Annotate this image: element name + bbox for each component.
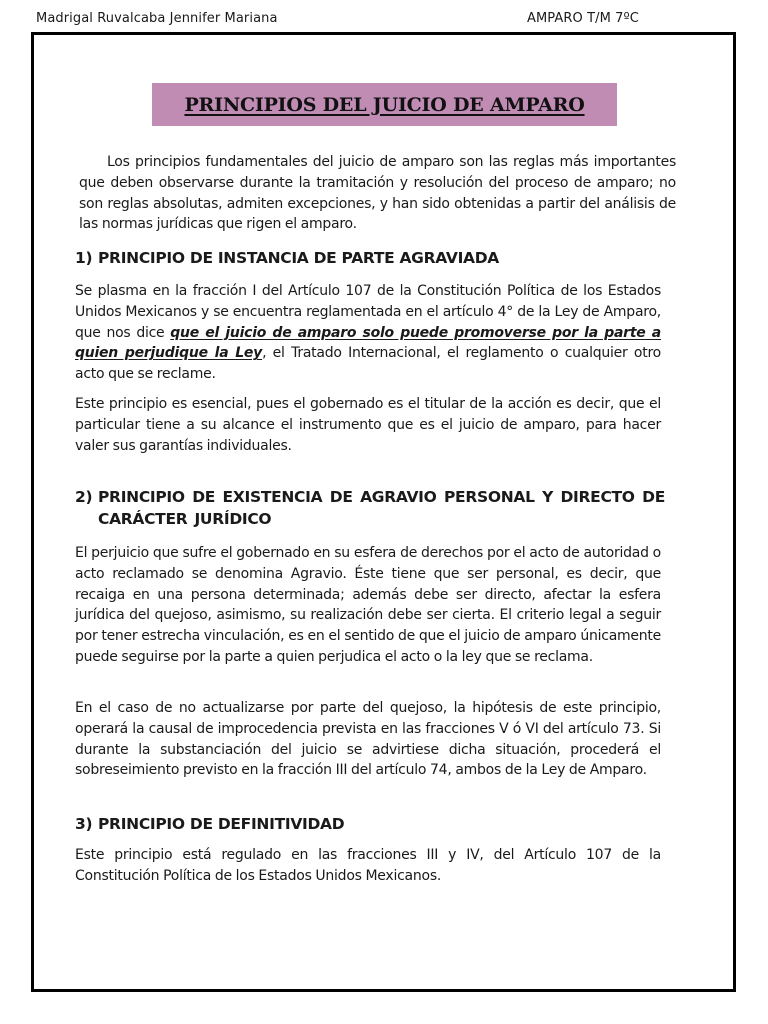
section-3-number: 3) — [75, 815, 93, 833]
section-3-paragraph-1: Este principio está regulado en las fracciones III y IV, del Artículo 107 de la Constitución Política de los Estados Unidos Mexicanos. — [75, 847, 661, 884]
section-1-emphasis: que el juicio de amparo solo puede promoverse por la parte a quien perjudique la Ley — [75, 324, 662, 362]
section-1-paragraph-1 — [75, 281, 661, 385]
section-3-title: PRINCIPIO DE DEFINITIVIDAD — [98, 815, 345, 833]
section-1-paragraph-2: Este principio es esencial, pues el gobernado es el titular de la acción es decir, que el particular tiene a su alcance el instrumento que es el juicio de amparo, para hacer valer sus garantías individuales. — [75, 396, 661, 454]
course-label: AMPARO T/M 7ºC — [527, 11, 639, 26]
section-2-paragraph-1: El perjuicio que sufre el gobernado en su esfera de derechos por el acto de autoridad o acto reclamado se denomina Agravio. Éste tiene que ser personal, es decir, que recaiga en una persona determinada; además debe ser directo, afectar la esfera jurídica del quejoso, asimismo, su realización debe ser cierta. El criterio legal a seguir por tener estrecha vinculación, es en el sentido de que el juicio de amparo únicamente puede seguirse por la parte a quien perjudica el acto o la ley que se reclama. — [75, 545, 661, 665]
document-title: PRINCIPIOS DEL JUICIO DE AMPARO — [184, 93, 585, 116]
title-banner — [152, 83, 617, 126]
section-2-paragraph-2: En el caso de no actualizarse por parte del quejoso, la hipótesis de este principio, operará la causal de improcedencia prevista en las fracciones V ó VI del artículo 73. Si durante la substanciación del juicio se advirtiese dicha situación, procederá el sobreseimiento previsto en la fracción III del artículo 74, ambos de la Ley de Amparo. — [75, 700, 661, 779]
section-2-title: PRINCIPIO DE EXISTENCIA DE AGRAVIO PERSONAL Y DIRECTO DE CARÁCTER JURÍDICO — [98, 488, 665, 528]
author-name: Madrigal Ruvalcaba Jennifer Mariana — [36, 11, 278, 26]
running-header — [36, 11, 708, 29]
section-1-title: PRINCIPIO DE INSTANCIA DE PARTE AGRAVIADA — [98, 249, 500, 267]
section-2-number: 2) — [75, 488, 93, 506]
section-1-paragraph-1-end: , el Tratado Internacional, el reglamento o cualquier otro acto que se reclame. — [75, 345, 661, 383]
section-2-heading — [75, 486, 665, 530]
section-1-number: 1) — [75, 249, 93, 267]
section-1-heading — [75, 247, 665, 269]
section-3-heading — [75, 813, 665, 835]
section-1-paragraph-1-start: Se plasma en la fracción I del Artículo 107 de la Constitución Política de los Estados Unidos Mexicanos y se encuentra reglamentada en el artículo 4° de la Ley de Amparo, que nos dice — [75, 283, 661, 341]
intro-paragraph: Los principios fundamentales del juicio de amparo son las reglas más importantes que deben observarse durante la tramitación y resolución del proceso de amparo; no son reglas absolutas, admiten excepciones, y han sido obtenidas a partir del análisis de las normas jurídicas que rigen el amparo. — [79, 154, 676, 233]
